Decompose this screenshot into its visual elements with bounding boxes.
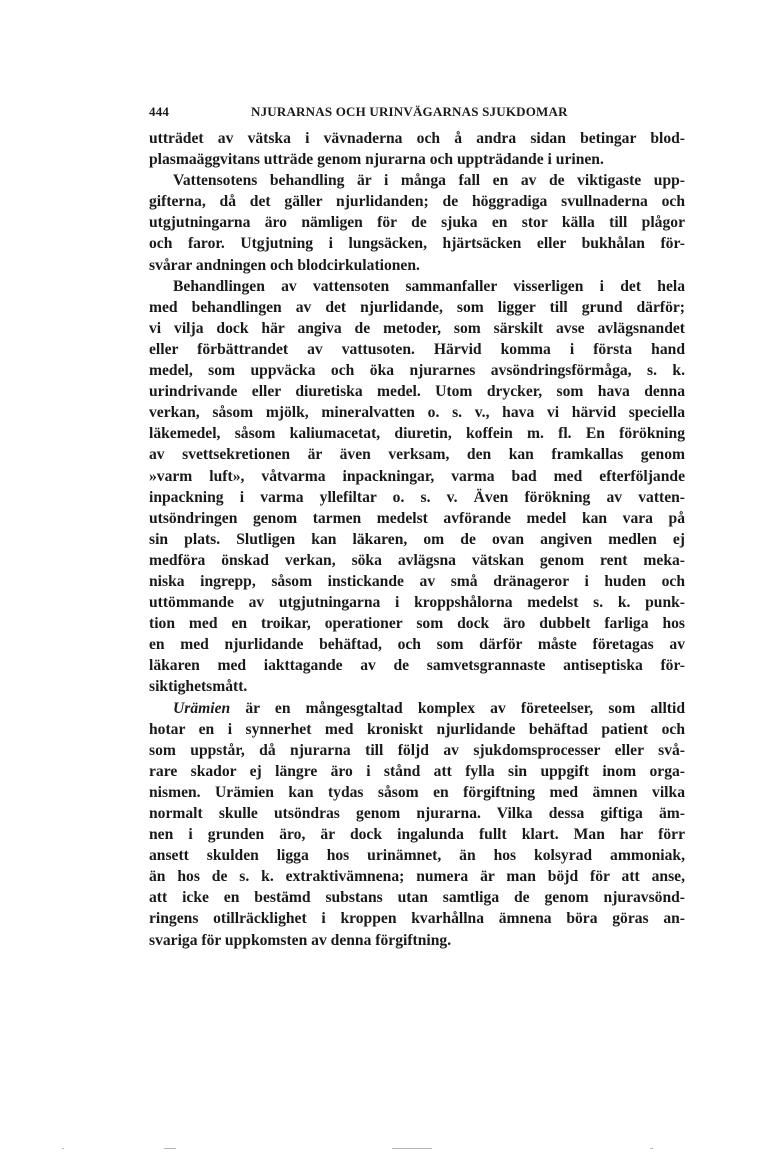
text-line: ringens otillräcklighet i kroppen kvarhållna ämnena böra göras an- xyxy=(149,910,685,928)
text-line: verkan, såsom mjölk, mineralvatten o. s. v., hava vi härvid speciella xyxy=(149,404,685,422)
text-line: medel, som uppväcka och öka njurarnes avsöndringsförmåga, s. k. xyxy=(149,362,685,380)
running-title: NJURARNAS OCH URINVÄGARNAS SJUKDOMAR xyxy=(251,104,568,119)
text-line: att icke en bestämd substans utan samtliga de genom njuravsönd- xyxy=(149,889,685,907)
text-line: normalt skulle utsöndras genom njurarna. Vilka dessa giftiga äm- xyxy=(149,805,685,822)
text-line: utträdet av vätska i vävnaderna och å andra sidan betingar blod- xyxy=(149,130,685,147)
text-line: läkaren med iakttagande av de samvetsgrannaste antiseptiska för- xyxy=(149,657,685,675)
body-text xyxy=(149,128,685,951)
text-line: ansett skulden ligga hos urinämnet, än hos kolsyrad ammoniak, xyxy=(149,847,685,865)
text-line: av svettsekretionen är även verksam, den kan framkallas genom xyxy=(149,446,685,464)
text-line: Behandlingen av vattensoten sammanfaller visserligen i det hela xyxy=(173,277,685,295)
text-line: niska ingrepp, såsom instickande av små dränageror i huden och xyxy=(149,572,685,590)
text-line: urindrivande eller diuretiska medel. Utom drycker, som hava denna xyxy=(149,383,685,401)
text-line: medföra önskad verkan, söka avlägsna vätskan genom rent meka- xyxy=(149,551,685,569)
text-line: eller förbättrandet av vattusoten. Härvid komma i första hand xyxy=(149,340,685,358)
text-line: en med njurlidande behäftad, och som därför måste företagas av xyxy=(149,636,685,654)
text-line: utsöndringen genom tarmen medelst avförande medel kan vara på xyxy=(149,509,685,527)
text-line: sin plats. Slutligen kan läkaren, om de ovan angiven medlen ej xyxy=(149,530,685,548)
text-line: än hos de s. k. extraktivämnena; numera är man böjd för att anse, xyxy=(149,868,685,886)
text-line xyxy=(149,698,685,719)
text-line: med behandlingen av det njurlidande, som ligger till grund därför; xyxy=(149,298,685,316)
text-line: tion med en troikar, operationer som dock äro dubbelt farliga hos xyxy=(149,615,685,633)
text-line: nen i grunden äro, är dock ingalunda fullt klart. Man har förr xyxy=(149,826,685,844)
text-line: gifterna, då det gäller njurlidanden; de höggradiga svullnaderna och xyxy=(149,193,685,211)
text-line: rare skador ej längre äro i stånd att fylla sin uppgift inom orga- xyxy=(149,762,685,780)
text-line: uttömmande av utgjutningarna i kroppshålorna medelst s. k. punk- xyxy=(149,594,685,612)
page-number: 444 xyxy=(149,104,170,119)
text-line: som uppstår, då njurarna till följd av sjukdomsprocesser eller svå- xyxy=(149,741,685,759)
text-line: Vattensotens behandling är i många fall en av de viktigaste upp- xyxy=(173,172,685,190)
text-line-rest: är en mångesgtaltad komplex av företeelser, som alltid xyxy=(245,699,685,717)
scan-speck xyxy=(164,1148,176,1149)
text-line: svariga för uppkomsten av denna förgiftning. xyxy=(149,931,452,949)
text-line: läkemedel, såsom kaliumacetat, diuretin, koffein m. fl. En förökning xyxy=(149,425,685,443)
scan-speck xyxy=(62,1148,64,1149)
text-line: hotar en i synnerhet med kroniskt njurlidande behäftad patient och xyxy=(149,720,685,738)
scan-speck xyxy=(392,1148,432,1149)
italic-term: Urämien xyxy=(173,699,231,717)
scan-artifacts xyxy=(0,1148,784,1154)
scan-speck xyxy=(650,1148,653,1149)
text-line: utgjutningarna äro nämligen för de sjuka en stor källa till plågor xyxy=(149,214,685,232)
text-line: svårar andningen och blodcirkulationen. xyxy=(149,256,420,274)
text-line: och faror. Utgjutning i lungsäcken, hjärtsäcken eller bukhålan för- xyxy=(149,235,685,253)
text-line: plasmaäggvitans utträde genom njurarna och uppträdande i urinen. xyxy=(149,151,604,169)
page-header xyxy=(149,104,689,124)
text-line: inpackning i varma yllefiltar o. s. v. Även förökning av vatten- xyxy=(149,488,685,506)
text-line: nismen. Urämien kan tydas såsom en förgiftning med ämnen vilka xyxy=(149,783,685,801)
text-line: vi vilja dock här angiva de metoder, som särskilt avse avlägsnandet xyxy=(149,319,685,337)
text-line: siktighetsmått. xyxy=(149,678,248,696)
text-line: »varm luft», våtvarma inpackningar, varma bad med efterföljande xyxy=(149,467,685,485)
